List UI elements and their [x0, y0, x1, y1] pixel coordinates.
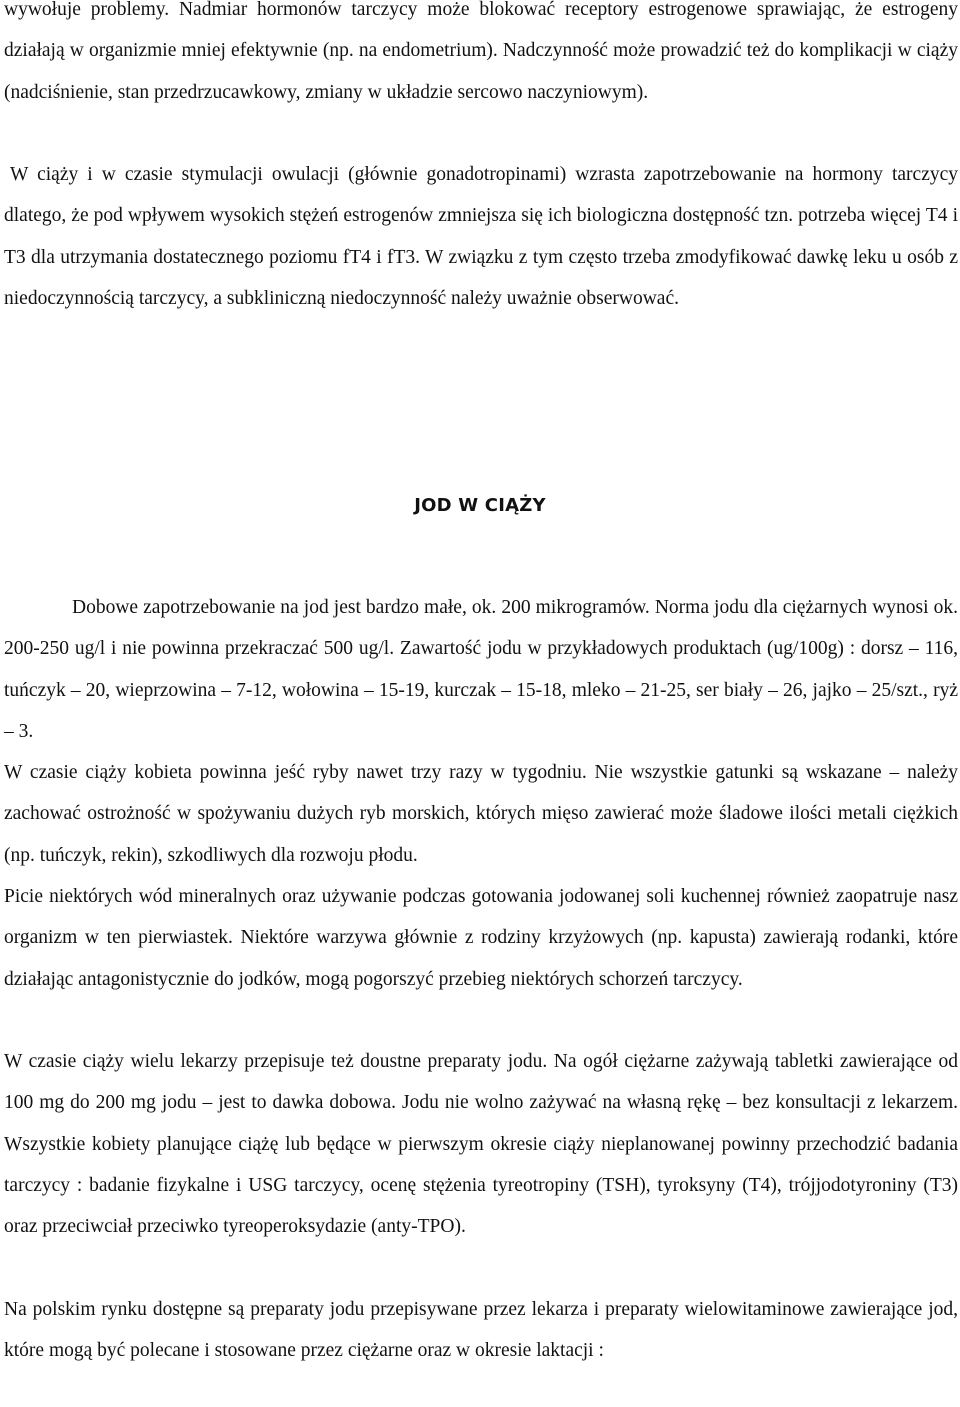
paragraph-polish-market: Na polskim rynku dostępne są preparaty jodu przepisywane przez lekarza i preparaty wielowitaminowe zawierające jod, które mogą być polecane i stosowane przez ciężarne oraz w okresie laktacji : [4, 1299, 958, 1362]
paragraph-iodine-preparations: W czasie ciąży wielu lekarzy przepisuje też doustne preparaty jodu. Na ogół ciężarne zażywają tabletki zawierające od 100 mg do 200 mg jodu – jest to dawka dobowa. Jodu nie wolno zażywać na własną rękę – bez konsultacji z lekarzem. Wszystkie kobiety planujące ciążę lub będące w pierwszym okresie ciąży nieplanowanej powinny przechodzić badania tarczycy : badanie fizykalne i USG tarczycy, ocenę stężenia tyreotropiny (TSH), tyroksyny (T4), trójjodotyroniny (T3) oraz przeciwciał przeciwko tyreoperoksydazie (anty-TPO). [4, 1051, 958, 1238]
paragraph-iodine-requirement: Dobowe zapotrzebowanie na jod jest bardzo małe, ok. 200 mikrogramów. Norma jodu dla ciężarnych wynosi ok. 200-250 ug/l i nie powinna przekraczać 500 ug/l. Zawartość jodu w przykładowych produktach (ug/100g) : dorsz – 116, tuńczyk – 20, wieprzowina – 7-12, wołowina – 15-19, kurczak – 15-18, mleko – 21-25, ser biały – 26, jajko – 25/szt., ryż – 3. [4, 597, 958, 742]
section-heading: JOD W CIĄŻY [414, 495, 546, 516]
paragraph-fish-consumption: W czasie ciąży kobieta powinna jeść ryby nawet trzy razy w tygodniu. Nie wszystkie gatunki są wskazane – należy zachować ostrożność w spożywaniu dużych ryb morskich, których mięso zawierać może śladowe ilości metali ciężkich (np. tuńczyk, rekin), szkodliwych dla rozwoju płodu. [4, 762, 958, 866]
paragraph-mineral-water-salt: Picie niektórych wód mineralnych oraz używanie podczas gotowania jodowanej soli kuchennej również zaopatruje nasz organizm w ten pierwiastek. Niektóre warzywa głównie z rodziny krzyżowych (np. kapusta) zawierają rodanki, które działając antagonistycznie do jodków, mogą pogorszyć przebieg niektórych schorzeń tarczycy. [4, 886, 958, 990]
paragraph-pregnancy-stimulation: W ciąży i w czasie stymulacji owulacji (głównie gonadotropinami) wzrasta zapotrzebowanie na hormony tarczycy dlatego, że pod wpływem wysokich stężeń estrogenów zmniejsza się ich biologiczna dostępność tzn. potrzeba więcej T4 i T3 dla utrzymania dostatecznego poziomu fT4 i fT3. W związku z tym często trzeba zmodyfikować dawkę leku u osób z niedoczynnością tarczycy, a subkliniczną niedoczynność należy uważnie obserwować. [4, 164, 958, 309]
paragraph-hyperthyroidism-effects: wywołuje problemy. Nadmiar hormonów tarczycy może blokować receptory estrogenowe sprawiając, że estrogeny działają w organizmie mniej efektywnie (np. na endometrium). Nadczynność może prowadzić też do komplikacji w ciąży (nadciśnienie, stan przedrzucawkowy, zmiany w układzie sercowo naczyniowym). [4, 0, 958, 103]
